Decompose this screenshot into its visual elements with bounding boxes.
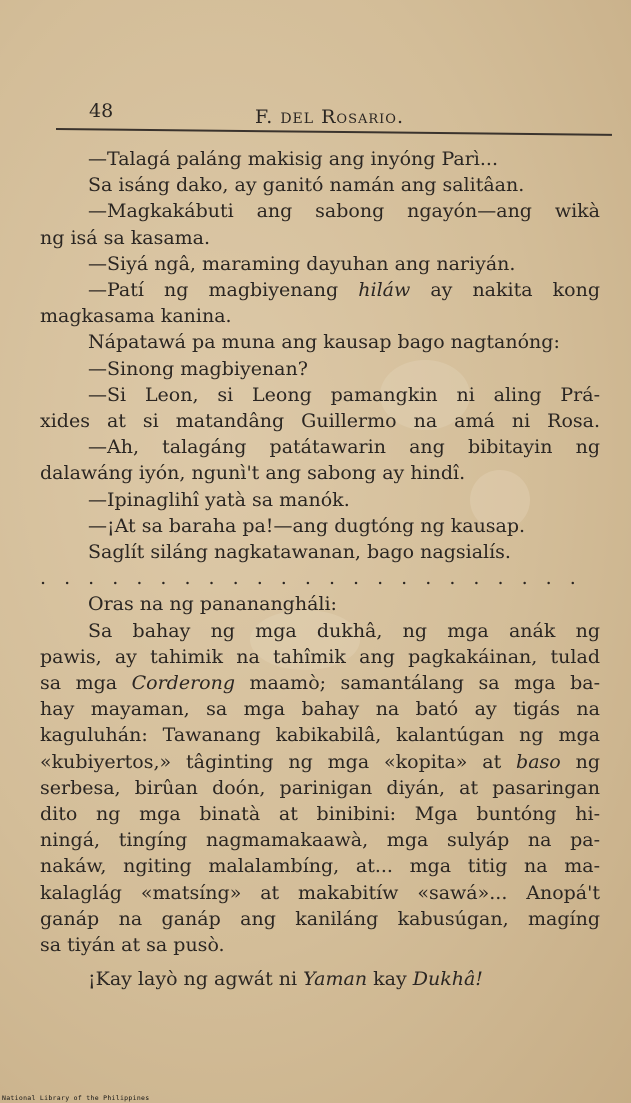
text-line: Saglít siláng nagkatawanan, bago nagsialís.	[88, 541, 511, 564]
text-line: ng isá sa kasama.	[40, 226, 211, 249]
text-line: —Magkakábuti ang sabong ngayón—ang wikà	[88, 200, 600, 223]
running-title-del: DEL	[280, 111, 315, 127]
text-line: —Patí ng magbiyenang hiláw ay nakita kong	[88, 279, 600, 302]
text-line: hay mayaman, sa mga bahay na bató ay tigás na	[40, 698, 600, 721]
text-line: sa mga Corderong maamò; samantálang sa mga ba-	[40, 672, 600, 695]
italic-word: hiláw	[358, 279, 411, 302]
spacer	[40, 958, 600, 966]
body-text	[40, 146, 600, 993]
page-number: 48	[89, 100, 114, 122]
text-line: Sa isáng dako, ay ganitó namán ang salitâan.	[88, 174, 525, 197]
text-line: xides at si matandâng Guillermo na amá ni Rosa.	[40, 410, 600, 433]
text-line: dalawáng iyón, ngunì't ang sabong ay hindî.	[40, 462, 466, 485]
text-line: nakáw, ngiting malalambíng, at... mga titig na ma-	[40, 855, 600, 878]
text-line: —Siyá ngâ, maraming dayuhan ang nariyán.	[88, 252, 516, 275]
text-line: pawis, ay tahimik na tahîmik ang pagkakáinan, tulad	[40, 645, 600, 668]
text-line: kalaglág «matsíng» at makabitíw «sawá»... Anopá't	[40, 881, 600, 904]
text-line: «kubiyertos,» tâginting ng mga «kopita» at baso ng	[40, 750, 600, 773]
text-line: dito ng mga binatà at binibini: Mga buntóng hi-	[40, 803, 600, 826]
text-line-dots: . . . . . . . . . . . . . . . . . . . . . . .	[40, 567, 582, 590]
running-title-name: Rosario.	[321, 106, 404, 128]
text-line: —Ah, talagáng patátawarin ang bibitayin ng	[88, 436, 600, 459]
italic-word: baso	[516, 750, 561, 773]
italic-word: Dukhâ!	[412, 968, 483, 991]
italic-word: Yaman	[303, 968, 368, 991]
text-line: —¡At sa baraha pa!—ang dugtóng ng kausap.	[88, 514, 526, 537]
text-line: —Talagá paláng makisig ang inyóng Parì...	[88, 148, 498, 170]
running-title-initial: F.	[255, 106, 274, 128]
text-line: ningá, tingíng nagmamakaawà, mga sulyáp na pa-	[40, 829, 600, 852]
running-head	[55, 98, 615, 132]
text-line: serbesa, birûan doón, parinigan diyán, at pasaringan	[40, 776, 600, 799]
text-line: magkasama kanina.	[40, 305, 232, 328]
text-line: kaguluhán: Tawanang kabikabilâ, kalantúgan ng mga	[40, 724, 600, 747]
text-line: —Ipinaglihî yatà sa manók.	[88, 488, 350, 511]
text-line: —Sinong magbiyenan?	[88, 357, 308, 380]
text-line: Sa bahay ng mga dukhâ, ng mga anák ng	[88, 619, 600, 642]
text-line: —Si Leon, si Leong pamangkin ni aling Prá-	[88, 383, 600, 406]
italic-word: Corderong	[131, 672, 235, 695]
text-line: Oras na ng pananangháli:	[88, 593, 337, 616]
text-line: sa tiyán at sa pusò.	[40, 934, 225, 957]
text-line: Nápatawá pa muna ang kausap bago nagtanóng:	[88, 331, 560, 354]
running-title	[255, 106, 404, 128]
text-line: ¡Kay layò ng agwát ni Yaman kay Dukhâ!	[88, 968, 483, 991]
text-line: ganáp na ganáp ang kaniláng kabusúgan, magíng	[40, 907, 600, 930]
library-credit: National Library of the Philippines	[2, 1094, 150, 1102]
